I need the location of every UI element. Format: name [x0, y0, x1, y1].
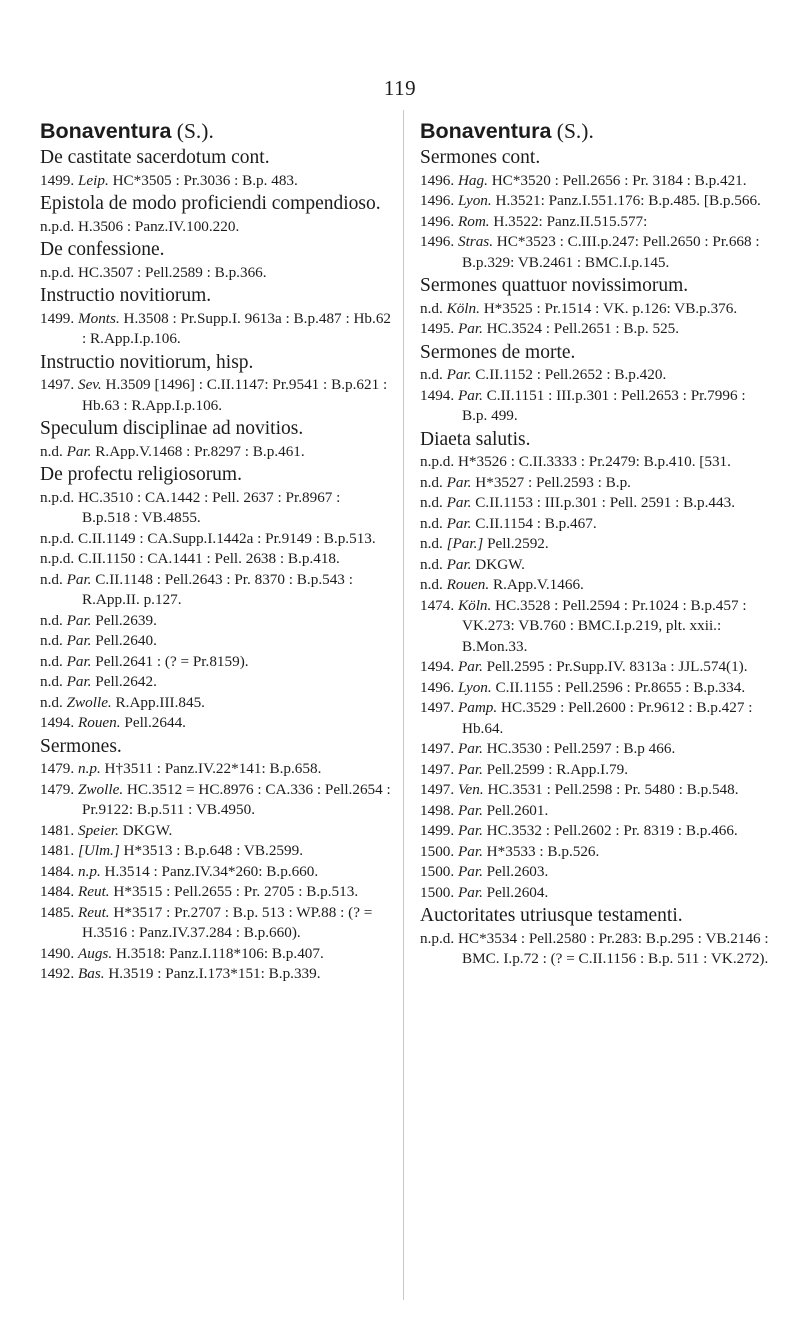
edition-entry [420, 760, 770, 781]
edition-entry [40, 693, 392, 714]
edition-entry [40, 964, 392, 985]
edition-place: Köln. [457, 596, 492, 614]
edition-date: n.d. [420, 494, 443, 511]
edition-date: 1496. [420, 171, 455, 189]
edition-date: 1499. [420, 822, 455, 839]
edition-references: HC*3520 : Pell.2656 : Pr. 3184 : B.p.421. [491, 171, 747, 189]
edition-references: C.II.1153 : III.p.301 : Pell. 2591 : B.p.443. [475, 494, 736, 511]
edition-entry [40, 944, 392, 965]
edition-entry [40, 263, 392, 284]
edition-date: 1497. [420, 740, 455, 757]
edition-entry [40, 549, 392, 570]
edition-date: n.p.d. [420, 929, 455, 947]
edition-references: HC.3510 : CA.1442 : Pell. 2637 : Pr.8967 : B.p.518 : VB.4855. [77, 488, 341, 526]
edition-entry [40, 672, 392, 693]
edition-date: 1484. [40, 862, 75, 880]
edition-date: 1479. [40, 760, 75, 777]
edition-date: 1494. [40, 714, 75, 731]
edition-references: R.App.III.845. [115, 693, 205, 711]
edition-references: Pell.2603. [486, 863, 549, 880]
edition-references: C.II.1155 : Pell.2596 : Pr.8655 : B.p.334. [495, 678, 746, 696]
edition-entry [40, 611, 392, 632]
edition-entry [420, 862, 770, 883]
edition-place: Par. [446, 514, 472, 532]
edition-place: Sev. [77, 376, 102, 393]
edition-place: Stras. [457, 233, 493, 250]
edition-references: H.3506 : Panz.IV.100.220. [77, 217, 240, 235]
edition-place: Zwolle. [66, 693, 112, 711]
work-title: Instructio novitiorum, hisp. [40, 351, 254, 373]
edition-references: Pell.2595 : Pr.Supp.IV. 8313a : JJL.574(1). [486, 658, 748, 675]
edition-place: [Ulm.] [77, 842, 120, 859]
edition-date: n.d. [420, 555, 443, 573]
work-title: Sermones. [40, 735, 122, 757]
column-divider [403, 110, 404, 1300]
edition-entry [40, 903, 392, 944]
edition-references: H.3509 [1496] : C.II.1147: Pr.9541 : B.p.621 : Hb.63 : R.App.I.p.106. [82, 376, 388, 414]
edition-entry [40, 309, 392, 350]
right-entries [420, 146, 770, 970]
edition-date: n.p.d. [40, 550, 75, 567]
edition-date: 1479. [40, 780, 75, 798]
edition-references: H.3518: Panz.I.118*106: B.p.407. [115, 944, 324, 962]
edition-references: Pell.2599 : R.App.I.79. [486, 760, 629, 778]
edition-entry [420, 596, 770, 658]
edition-references: HC.3529 : Pell.2600 : Pr.9612 : B.p.427 : Hb.64. [462, 699, 753, 737]
edition-place: Par. [457, 822, 483, 839]
edition-references: H*3513 : B.p.648 : VB.2599. [123, 842, 304, 859]
edition-references: H*3527 : Pell.2593 : B.p. [475, 473, 631, 491]
edition-references: C.II.1151 : III.p.301 : Pell.2653 : Pr.7996 : B.p. 499. [462, 386, 746, 424]
edition-references: H.3514 : Panz.IV.34*260: B.p.660. [104, 862, 319, 880]
edition-place: Reut. [77, 883, 110, 900]
edition-references: H.3519 : Panz.I.173*151: B.p.339. [108, 965, 321, 982]
edition-date: n.d. [420, 576, 443, 593]
edition-place: Par. [457, 320, 483, 337]
edition-place: Zwolle. [77, 780, 124, 798]
edition-date: 1481. [40, 821, 75, 839]
edition-date: n.d. [40, 652, 63, 670]
edition-references: Pell.2639. [95, 611, 157, 629]
edition-place: Monts. [77, 309, 120, 327]
edition-entry [40, 217, 392, 238]
edition-entry [40, 862, 392, 883]
edition-date: n.d. [40, 673, 63, 690]
edition-place: Par. [457, 658, 483, 675]
edition-references: HC.3532 : Pell.2602 : Pr. 8319 : B.p.466. [486, 822, 738, 839]
edition-place: Par. [457, 386, 483, 404]
work-title: De castitate sacerdotum cont. [40, 147, 270, 168]
edition-references: H*3517 : Pr.2707 : B.p. 513 : WP.88 : (? = H.3516 : Panz.IV.37.284 : B.p.660). [82, 903, 373, 941]
edition-place: Rouen. [446, 576, 490, 593]
edition-entry [420, 514, 770, 535]
heading-name: Bonaventura [40, 119, 172, 143]
edition-place: n.p. [77, 760, 101, 777]
edition-place: Par. [66, 652, 92, 670]
edition-entry [40, 529, 392, 550]
work-title: Sermones quattuor novissimorum. [420, 275, 689, 296]
edition-place: Ven. [457, 781, 484, 798]
edition-entry [420, 473, 770, 494]
edition-references: HC.3531 : Pell.2598 : Pr. 5480 : B.p.548. [487, 781, 739, 798]
edition-entry [420, 534, 770, 555]
edition-date: 1497. [420, 781, 455, 798]
edition-date: 1496. [420, 212, 455, 230]
edition-place: Par. [457, 863, 483, 880]
edition-references: HC*3523 : C.III.p.247: Pell.2650 : Pr.668 : B.p.329: VB.2461 : BMC.I.p.145. [462, 233, 760, 271]
edition-references: H.3521: Panz.I.551.176: B.p.485. [B.p.566. [495, 192, 761, 209]
edition-place: Reut. [77, 903, 110, 921]
edition-references: DKGW. [475, 555, 525, 573]
work-title: De confessione. [40, 239, 165, 260]
edition-entry [420, 212, 770, 233]
edition-entry [420, 452, 770, 473]
edition-entry [40, 171, 392, 192]
edition-entry [420, 821, 770, 842]
edition-entry [420, 842, 770, 863]
edition-date: n.p.d. [40, 263, 75, 281]
edition-references: Pell.2640. [95, 632, 157, 649]
work-title: Speculum disciplinae ad novitios. [40, 418, 304, 439]
edition-references: HC.3507 : Pell.2589 : B.p.366. [77, 263, 267, 281]
edition-place: Augs. [77, 944, 113, 962]
edition-date: 1494. [420, 386, 455, 404]
edition-references: HC*3505 : Pr.3036 : B.p. 483. [112, 171, 298, 189]
edition-date: 1496. [420, 233, 455, 250]
edition-date: 1494. [420, 658, 455, 675]
edition-date: n.p.d. [40, 217, 75, 235]
edition-references: HC.3528 : Pell.2594 : Pr.1024 : B.p.457 : VK.273: VB.760 : BMC.I.p.219, plt. xxii.: B.Mon.33. [462, 596, 747, 655]
edition-date: n.d. [420, 366, 443, 383]
edition-place: Par. [66, 442, 92, 460]
edition-references: HC*3534 : Pell.2580 : Pr.283: B.p.295 : VB.2146 : BMC. I.p.72 : (? = C.II.1156 : B.p. 511 : VK.272). [457, 929, 769, 967]
edition-date: 1496. [420, 192, 455, 209]
work-title: Auctoritates utriusque testamenti. [420, 905, 683, 926]
edition-references: H†3511 : Panz.IV.22*141: B.p.658. [104, 760, 322, 777]
work-title: Sermones de morte. [420, 341, 576, 363]
edition-place: Par. [66, 570, 92, 588]
edition-date: 1497. [420, 699, 455, 716]
edition-date: 1499. [40, 309, 75, 327]
edition-place: Rom. [457, 212, 490, 230]
edition-entry [40, 780, 392, 821]
edition-place: Par. [66, 632, 92, 649]
heading-name: Bonaventura [420, 119, 552, 143]
edition-references: H*3526 : C.II.3333 : Pr.2479: B.p.410. [531. [457, 453, 731, 470]
right-column [420, 118, 770, 970]
edition-references: Pell.2644. [124, 714, 186, 731]
edition-date: 1481. [40, 842, 75, 859]
edition-place: n.p. [77, 862, 101, 880]
edition-references: R.App.V.1468 : Pr.8297 : B.p.461. [95, 442, 305, 460]
left-column-heading [40, 118, 392, 144]
edition-date: n.p.d. [40, 529, 75, 547]
edition-entry [420, 299, 770, 320]
edition-date: 1497. [40, 376, 75, 393]
work-title: Sermones cont. [420, 147, 541, 168]
edition-references: H.3508 : Pr.Supp.I. 9613a : B.p.487 : Hb.62 : R.App.I.p.106. [82, 309, 392, 347]
edition-date: n.p.d. [40, 488, 75, 506]
edition-date: 1500. [420, 842, 455, 860]
edition-entry [420, 883, 770, 904]
edition-entry [40, 652, 392, 673]
edition-place: Pamp. [457, 699, 498, 716]
edition-entry [40, 841, 392, 862]
edition-entry [420, 171, 770, 192]
edition-references: H*3525 : Pr.1514 : VK. p.126: VB.p.376. [483, 299, 738, 317]
left-column [40, 118, 392, 985]
edition-place: Bas. [77, 965, 105, 982]
edition-date: n.d. [40, 693, 63, 711]
edition-entry [420, 493, 770, 514]
edition-date: n.d. [420, 473, 443, 491]
edition-date: n.d. [40, 611, 63, 629]
edition-entry [420, 698, 770, 739]
edition-date: n.d. [420, 514, 443, 532]
edition-entry [40, 713, 392, 734]
edition-place: [Par.] [446, 535, 484, 552]
edition-entry [420, 739, 770, 760]
edition-references: C.II.1148 : Pell.2643 : Pr. 8370 : B.p.543 : R.App.II. p.127. [82, 570, 353, 608]
work-title: Epistola de modo proficiendi compendioso. [40, 193, 381, 214]
edition-date: n.p.d. [420, 453, 455, 470]
edition-date: 1499. [40, 171, 75, 189]
edition-date: 1490. [40, 944, 75, 962]
edition-entry [420, 929, 770, 970]
edition-date: n.d. [40, 570, 63, 588]
edition-place: Lyon. [457, 678, 492, 696]
edition-entry [420, 780, 770, 801]
edition-date: 1496. [420, 678, 455, 696]
edition-references: Pell.2604. [486, 883, 549, 901]
edition-entry [40, 821, 392, 842]
edition-entry [40, 882, 392, 903]
edition-entry [420, 555, 770, 576]
edition-references: Pell.2642. [95, 673, 157, 690]
edition-entry [420, 319, 770, 340]
edition-place: Hag. [457, 171, 488, 189]
edition-place: Lyon. [457, 192, 492, 209]
edition-date: 1495. [420, 320, 455, 337]
edition-place: Par. [457, 842, 483, 860]
edition-date: 1474. [420, 596, 455, 614]
edition-date: n.d. [40, 632, 63, 649]
edition-entry [40, 375, 392, 416]
edition-references: Pell.2641 : (? = Pr.8159). [95, 652, 249, 670]
edition-entry [420, 232, 770, 273]
edition-entry [40, 631, 392, 652]
edition-references: Pell.2592. [487, 535, 549, 552]
edition-entry [420, 657, 770, 678]
edition-entry [420, 365, 770, 386]
edition-place: Par. [457, 760, 483, 778]
edition-references: H*3515 : Pell.2655 : Pr. 2705 : B.p.513. [113, 883, 359, 900]
edition-references: HC.3530 : Pell.2597 : B.p 466. [486, 740, 676, 757]
edition-place: Par. [457, 883, 483, 901]
edition-date: 1492. [40, 965, 75, 982]
work-title: Instructio novitiorum. [40, 285, 212, 306]
edition-entry [40, 488, 392, 529]
edition-place: Leip. [77, 171, 109, 189]
edition-entry [420, 191, 770, 212]
edition-place: Speier. [77, 821, 119, 839]
work-title: De profectu religiosorum. [40, 464, 242, 485]
edition-place: Rouen. [77, 714, 121, 731]
edition-references: Pell.2601. [486, 801, 549, 819]
page-number: 119 [383, 76, 417, 100]
edition-place: Par. [446, 494, 472, 511]
edition-place: Par. [66, 673, 92, 690]
edition-place: Köln. [446, 299, 480, 317]
heading-suffix: (S.). [171, 119, 214, 143]
edition-entry [420, 575, 770, 596]
edition-place: Par. [446, 366, 472, 383]
edition-references: DKGW. [122, 821, 173, 839]
edition-place: Par. [66, 611, 92, 629]
edition-date: n.d. [420, 299, 443, 317]
edition-date: 1498. [420, 801, 455, 819]
edition-entry [420, 386, 770, 427]
edition-entry [420, 678, 770, 699]
right-column-heading [420, 118, 770, 144]
edition-date: 1500. [420, 863, 455, 880]
edition-references: C.II.1150 : CA.1441 : Pell. 2638 : B.p.418. [77, 550, 340, 567]
edition-place: Par. [446, 555, 472, 573]
edition-place: Par. [446, 473, 472, 491]
left-entries [40, 146, 392, 985]
edition-entry [40, 570, 392, 611]
edition-date: 1497. [420, 760, 455, 778]
heading-suffix: (S.). [551, 119, 594, 143]
edition-date: 1500. [420, 883, 455, 901]
edition-date: 1484. [40, 883, 75, 900]
edition-entry [40, 442, 392, 463]
edition-references: C.II.1149 : CA.Supp.I.1442a : Pr.9149 : B.p.513. [77, 529, 376, 547]
edition-references: R.App.V.1466. [492, 576, 584, 593]
edition-references: HC.3512 = HC.8976 : CA.336 : Pell.2654 : Pr.9122: B.p.511 : VB.4950. [82, 780, 391, 818]
edition-references: HC.3524 : Pell.2651 : B.p. 525. [486, 320, 680, 337]
edition-references: C.II.1152 : Pell.2652 : B.p.420. [475, 366, 667, 383]
edition-date: 1485. [40, 903, 75, 921]
edition-references: C.II.1154 : B.p.467. [475, 514, 597, 532]
edition-references: H.3522: Panz.II.515.577: [493, 212, 648, 230]
edition-place: Par. [457, 740, 483, 757]
edition-date: n.d. [420, 535, 443, 552]
work-title: Diaeta salutis. [420, 428, 531, 450]
edition-entry [420, 801, 770, 822]
edition-date: n.d. [40, 442, 63, 460]
edition-place: Par. [457, 801, 483, 819]
edition-references: H*3533 : B.p.526. [486, 842, 600, 860]
edition-entry [40, 759, 392, 780]
